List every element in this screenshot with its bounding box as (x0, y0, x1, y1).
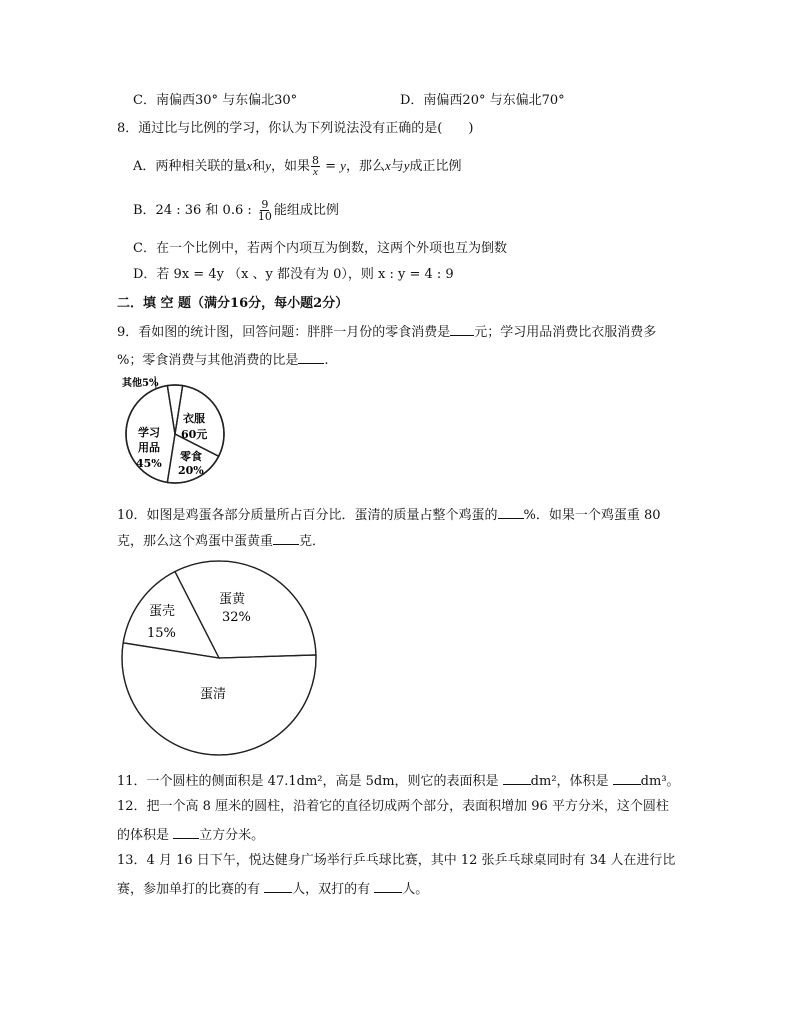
q8-option-a (133, 151, 462, 182)
q8-a-eq: = (320, 159, 341, 174)
q13-text-c: 人。 (402, 882, 429, 897)
q9-text-a: 9．看如图的统计图，回答问题：胖胖一月份的零食消费是 (117, 325, 451, 340)
q9-pie-chart (118, 372, 238, 487)
q9-text-d: . (324, 353, 329, 368)
shell-label-2: 15% (147, 626, 176, 641)
q8-a-var-x3: x (384, 158, 391, 173)
q7-option-c: C．南偏西30° 与东偏北30° (133, 93, 298, 108)
q13-blank-2[interactable] (374, 880, 402, 893)
q8-a-if: ，如果 (270, 159, 310, 174)
q10-line-1 (117, 506, 661, 524)
q9-blank-1[interactable] (450, 323, 474, 336)
q10-blank-1[interactable] (498, 506, 524, 519)
snack-label-1: 零食 (180, 450, 202, 463)
q8-b-fraction (257, 199, 273, 222)
q10-line-2 (117, 532, 325, 550)
q8-a-and: 和 (252, 159, 266, 174)
fraction-denominator: x (313, 166, 318, 178)
clothes-label-1: 衣服 (183, 412, 205, 425)
q13-line-2 (117, 880, 428, 898)
section-heading: 二．填 空 题（满分16分，每小题2分） (117, 296, 349, 311)
q8-a-var-y3: y (403, 158, 410, 173)
other-label: 其他5% (122, 378, 159, 389)
q8-a-fraction (311, 155, 320, 178)
q12-text-b: 立方分米。 (199, 828, 265, 843)
q7-option-d: D．南偏西20° 与东偏北70° (400, 93, 565, 108)
q13-text-a: 赛，参加单打的比赛的有 (117, 882, 265, 897)
q11-text-b: dm²，体积是 (530, 774, 613, 789)
q10-pie-chart (118, 558, 322, 758)
q8-a-then: ，那么 (345, 159, 385, 174)
yolk-label-2: 32% (222, 610, 251, 625)
q8-a-var-x: x (246, 158, 253, 173)
q9-text-b: 元；学习用品消费比衣服消费多 (474, 325, 657, 340)
q8-option-d: D．若 9x = 4y （x 、y 都没有为 0），则 x : y = 4 : 9 (133, 267, 454, 282)
study-label-2: 用品 (138, 441, 160, 454)
q10-text-b: %．如果一个鸡蛋重 80 (523, 508, 661, 523)
q10-text-c: 克，那么这个鸡蛋中蛋黄重 (117, 534, 274, 549)
q12-line-2 (117, 826, 264, 844)
q12-blank-1[interactable] (173, 826, 199, 839)
q11-text-c: dm³。 (640, 774, 680, 789)
q8-a-var-y2: y (340, 158, 346, 173)
q8-a-with: 与 (390, 159, 404, 174)
q12-line-1: 12．把一个高 8 厘米的圆柱，沿着它的直径切成两个部分，表面积增加 96 平方分米，这个圆柱 (117, 799, 669, 814)
q8-stem: 8．通过比与比例的学习，你认为下列说法没有正确的是( ) (117, 121, 474, 136)
q8-option-b (133, 196, 339, 226)
q8-b-text: B．24 : 36 和 0.6 : (133, 203, 256, 218)
study-label-3: 45% (136, 457, 162, 470)
q11-line (117, 772, 680, 790)
q8-option-c: C．在一个比例中，若两个内项互为倒数，这两个外项也互为倒数 (133, 241, 507, 256)
q13-text-b: 人，双打的有 (292, 882, 375, 897)
q9-blank-2[interactable] (298, 351, 324, 364)
q11-text-a: 11．一个圆柱的侧面积是 47.1dm²，高是 5dm，则它的表面积是 (117, 774, 503, 789)
clothes-label-2: 60元 (181, 428, 208, 441)
q8-a-end: 成正比例 (409, 159, 462, 174)
shell-label-1: 蛋壳 (149, 604, 176, 619)
fraction-numerator: 9 (261, 198, 269, 211)
q13-line-1: 13．4 月 16 日下午，悦达健身广场举行乒乓球比赛，其中 12 张乒乓球桌同时有 34 人在进行比 (117, 853, 676, 868)
q10-text-a: 10．如图是鸡蛋各部分质量所占百分比．蛋清的质量占整个鸡蛋的 (117, 508, 498, 523)
study-label-1: 学习 (138, 426, 160, 439)
q13-blank-1[interactable] (264, 880, 292, 893)
q11-blank-2[interactable] (613, 772, 641, 785)
snack-label-2: 20% (178, 464, 204, 477)
fraction-numerator: 8 (311, 154, 319, 167)
q8-a-var-y: y (265, 158, 271, 173)
white-label: 蛋清 (200, 687, 227, 702)
q8-a-text: A．两种相关联的量 (133, 159, 247, 174)
q9-line-1 (117, 323, 656, 341)
q10-text-d: 克． (299, 534, 326, 549)
q12-text-a: 的体积是 (117, 828, 174, 843)
q10-blank-2[interactable] (273, 532, 299, 545)
fraction-denominator: 10 (257, 210, 272, 223)
q9-line-2 (117, 351, 329, 369)
q8-b-end: 能组成比例 (273, 203, 339, 218)
q11-blank-1[interactable] (503, 772, 531, 785)
yolk-label-1: 蛋黄 (219, 592, 246, 607)
q9-text-c: %；零食消费与其他消费的比是 (117, 353, 299, 368)
